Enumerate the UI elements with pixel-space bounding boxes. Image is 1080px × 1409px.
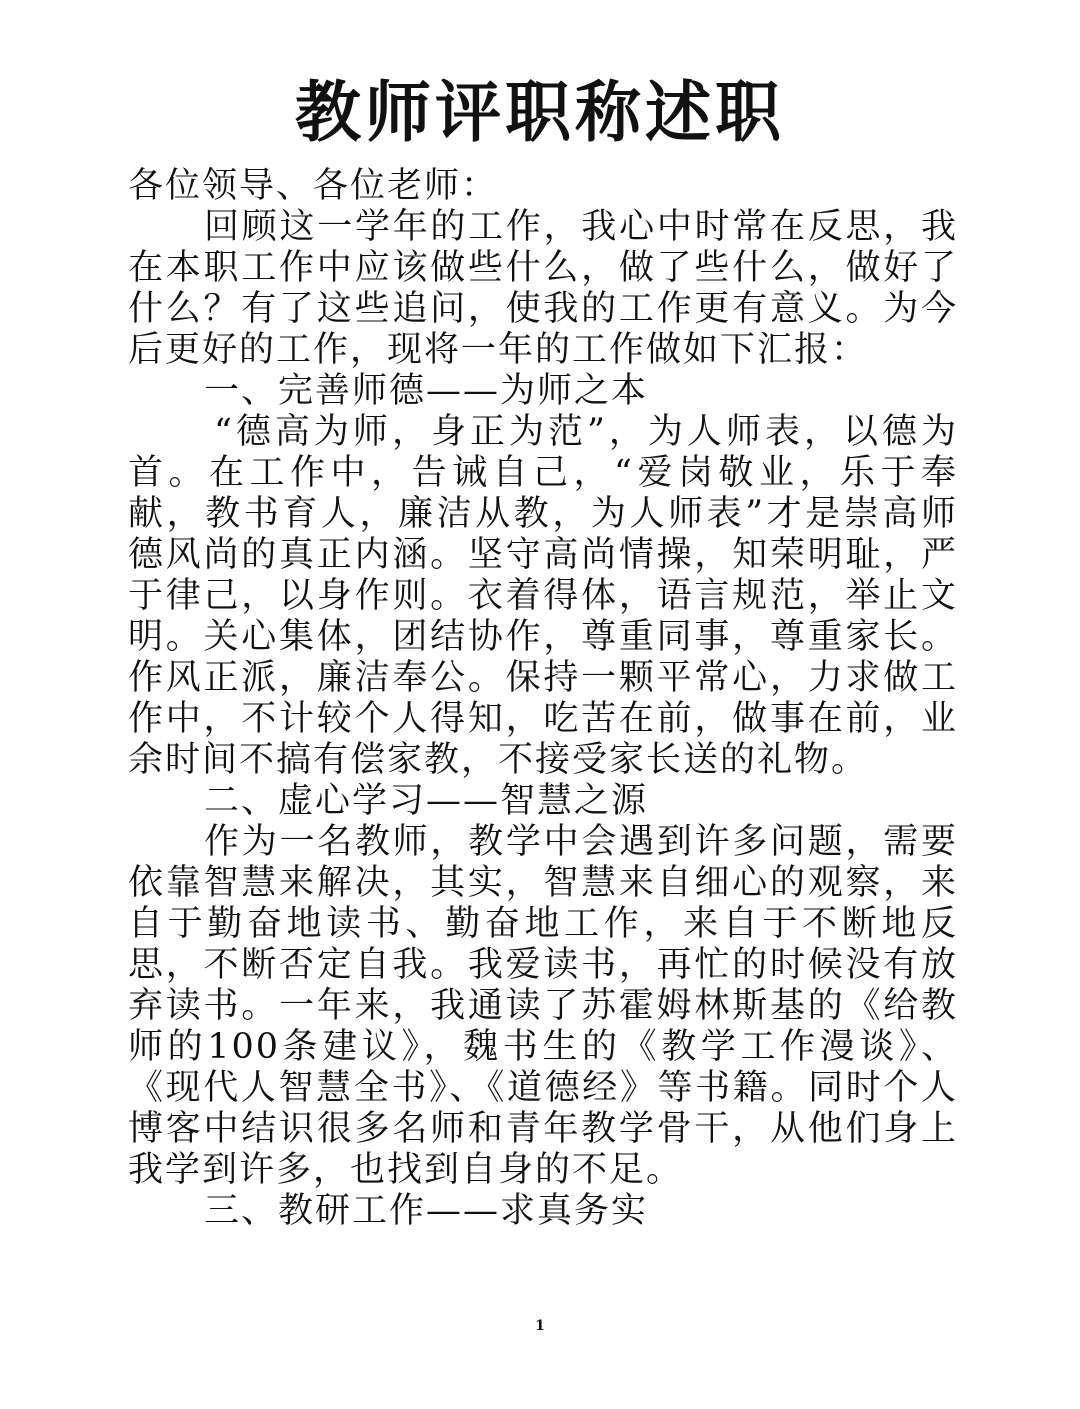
- document-title: 教师评职称述职: [295, 73, 785, 151]
- section-body-2: 作为一名教师，教学中会遇到许多问题，需要依靠智慧来解决，其实，智慧来自细心的观察，来自于勤奋地读书、勤奋地工作，来自于不断地反思，不断否定自我。我爱读书，再忙的时候没有放弃读书。一年来，我通读了苏霍姆林斯基的《给教师的100条建议》，魏书生的《教学工作漫谈》、《现代人智慧全书》、《道德经》等书籍。同时个人博客中结识很多名师和青年教学骨干，从他们身上我学到许多，也找到自身的不足。: [128, 822, 958, 1190]
- page-number: 1: [535, 1318, 545, 1334]
- intro-paragraph: 回顾这一学年的工作，我心中时常在反思，我在本职工作中应该做些什么，做了些什么，做好了什么？有了这些追问，使我的工作更有意义。为今后更好的工作，现将一年的工作做如下汇报：: [128, 207, 958, 370]
- document-body: [128, 166, 958, 1232]
- section-heading-3: 三、教研工作——求真务实: [204, 1191, 649, 1231]
- section-heading-2: 二、虚心学习——智慧之源: [204, 781, 649, 821]
- section-heading-1: 一、完善师德——为师之本: [204, 371, 649, 411]
- salutation: 各位领导、各位老师：: [128, 166, 499, 206]
- section-body-1: “德高为师，身正为范”，为人师表，以德为首。在工作中，告诫自己，“爱岗敬业，乐于奉献，教书育人，廉洁从教，为人师表”才是崇高师德风尚的真正内涵。坚守高尚情操，知荣明耻，严于律己，以身作则。衣着得体，语言规范，举止文明。关心集体，团结协作，尊重同事，尊重家长。作风正派，廉洁奉公。保持一颗平常心，力求做工作中，不计较个人得知，吃苦在前，做事在前，业余时间不搞有偿家教，不接受家长送的礼物。: [128, 412, 958, 780]
